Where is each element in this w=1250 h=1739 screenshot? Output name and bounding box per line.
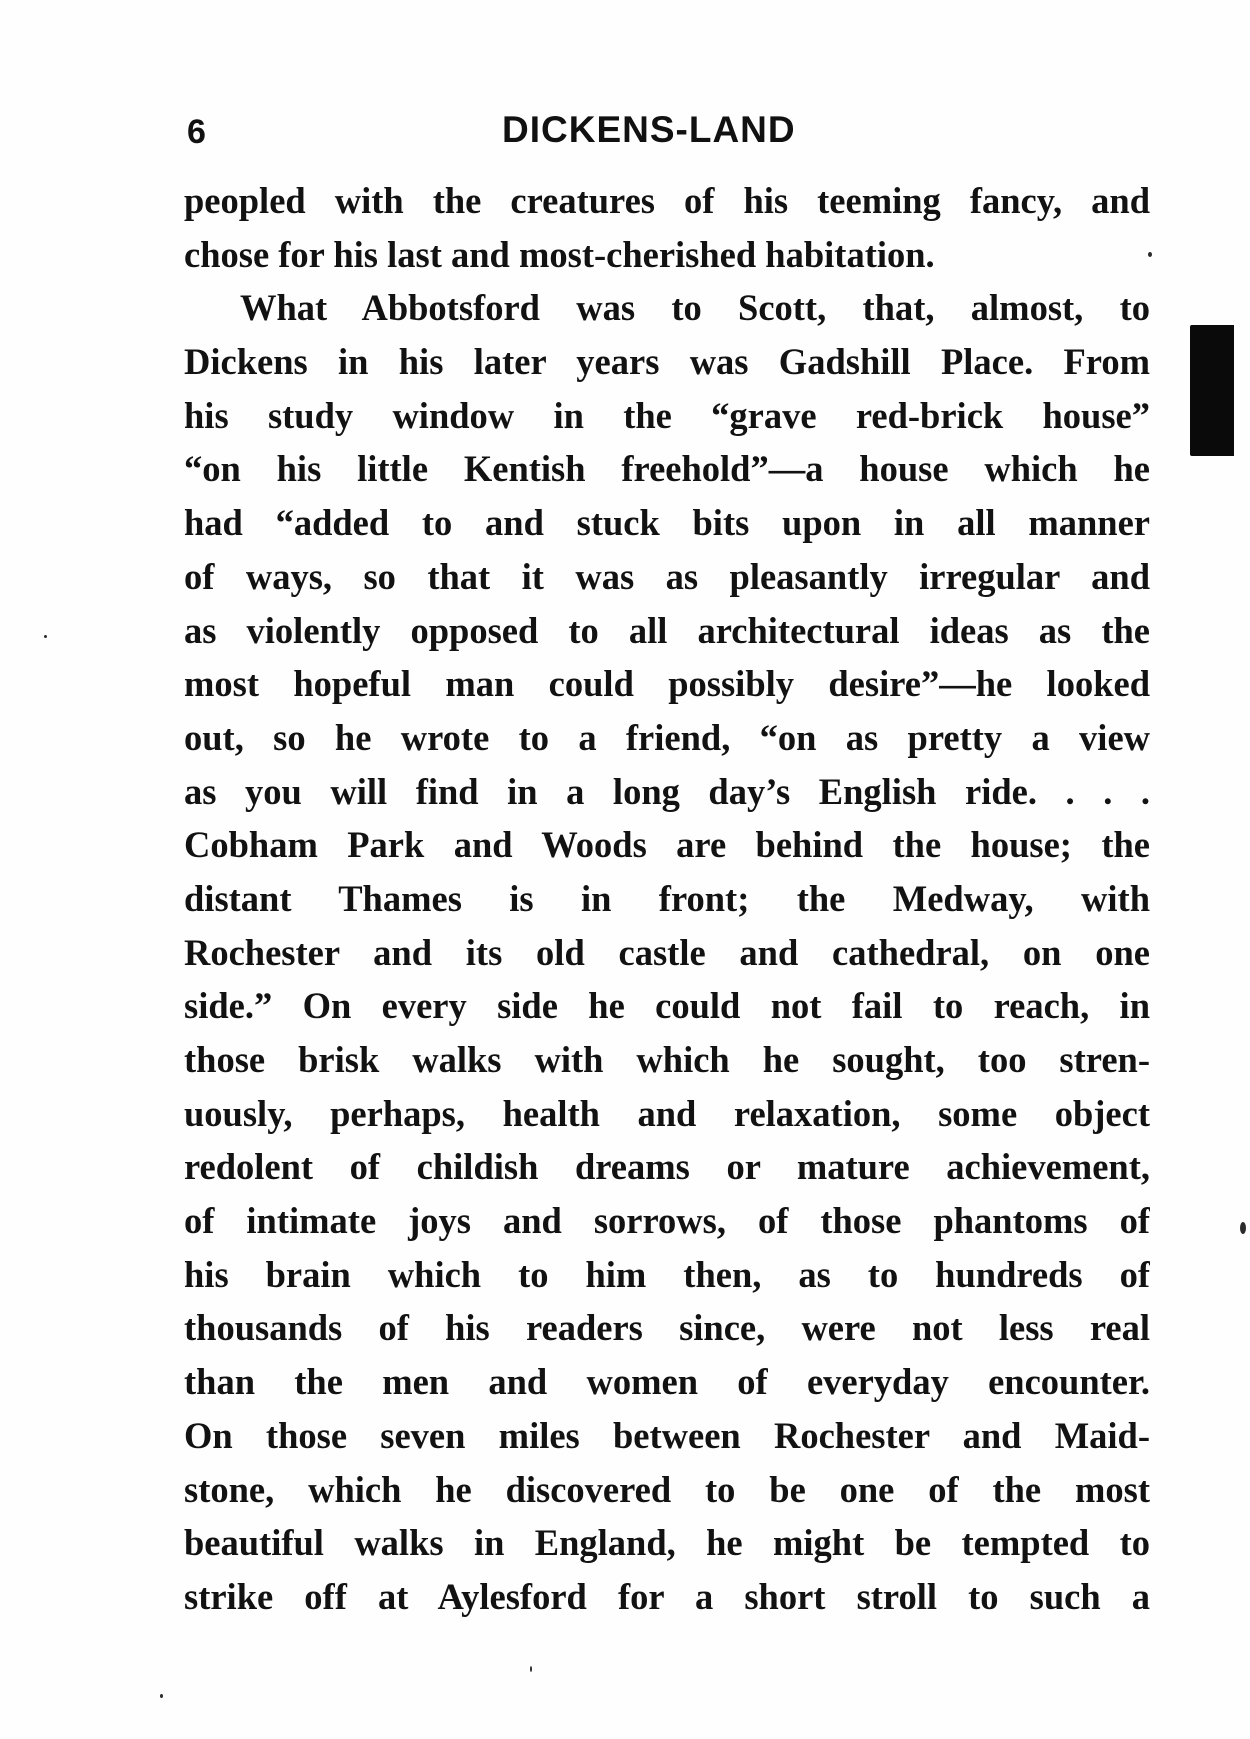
- text-line: On those seven miles between Rochester and Maid-: [184, 1414, 1150, 1456]
- text-line: chose for his last and most-cherished habitation.: [184, 233, 935, 275]
- body-text: [184, 174, 1150, 1624]
- thumb-tab-mark: [1190, 325, 1234, 456]
- text-line: than the men and women of everyday encounter.: [184, 1361, 1150, 1403]
- text-line: side.” On every side he could not fail to reach, in: [184, 985, 1150, 1027]
- running-head: DICKENS-LAND: [502, 109, 796, 150]
- text-line: uously, perhaps, health and relaxation, some object: [184, 1092, 1150, 1134]
- text-line: distant Thames is in front; the Medway, with: [184, 877, 1150, 919]
- text-line: strike off at Aylesford for a short stroll to such a: [184, 1575, 1150, 1617]
- text-line: Cobham Park and Woods are behind the house; the: [184, 824, 1150, 866]
- text-line: as you will find in a long day’s English ride. . . .: [184, 770, 1150, 812]
- text-line: of intimate joys and sorrows, of those phantoms of: [184, 1200, 1150, 1242]
- text-line: Rochester and its old castle and cathedral, on one: [184, 931, 1150, 973]
- text-line: out, so he wrote to a friend, “on as pretty a view: [184, 716, 1150, 758]
- text-line: most hopeful man could possibly desire”—he looked: [184, 663, 1150, 705]
- text-line: thousands of his readers since, were not less real: [184, 1307, 1150, 1349]
- text-line: had “added to and stuck bits upon in all manner: [184, 502, 1150, 544]
- text-line: Dickens in his later years was Gadshill Place. From: [184, 341, 1150, 383]
- text-line: “on his little Kentish freehold”—a house which he: [184, 448, 1150, 490]
- text-line: of ways, so that it was as pleasantly irregular and: [184, 555, 1150, 597]
- ink-speck: [160, 1694, 163, 1698]
- text-line: peopled with the creatures of his teeming fancy, and: [184, 180, 1150, 221]
- text-line: his brain which to him then, as to hundreds of: [184, 1253, 1150, 1295]
- ink-speck: [44, 635, 47, 638]
- text-line: redolent of childish dreams or mature achievement,: [184, 1146, 1150, 1188]
- text-line: stone, which he discovered to be one of the most: [184, 1468, 1150, 1510]
- text-line: as violently opposed to all architectural ideas as the: [184, 609, 1150, 651]
- page-number: 6: [187, 113, 206, 151]
- text-line: his study window in the “grave red-brick house”: [184, 394, 1150, 436]
- text-line: beautiful walks in England, he might be tempted to: [184, 1522, 1150, 1564]
- text-line: What Abbotsford was to Scott, that, almost, to: [240, 287, 1150, 329]
- ink-speck: [530, 1666, 532, 1672]
- text-line: those brisk walks with which he sought, too stren-: [184, 1039, 1150, 1080]
- ink-speck: [1148, 252, 1152, 257]
- page-header: [187, 104, 1150, 156]
- ink-speck: [1240, 1222, 1246, 1234]
